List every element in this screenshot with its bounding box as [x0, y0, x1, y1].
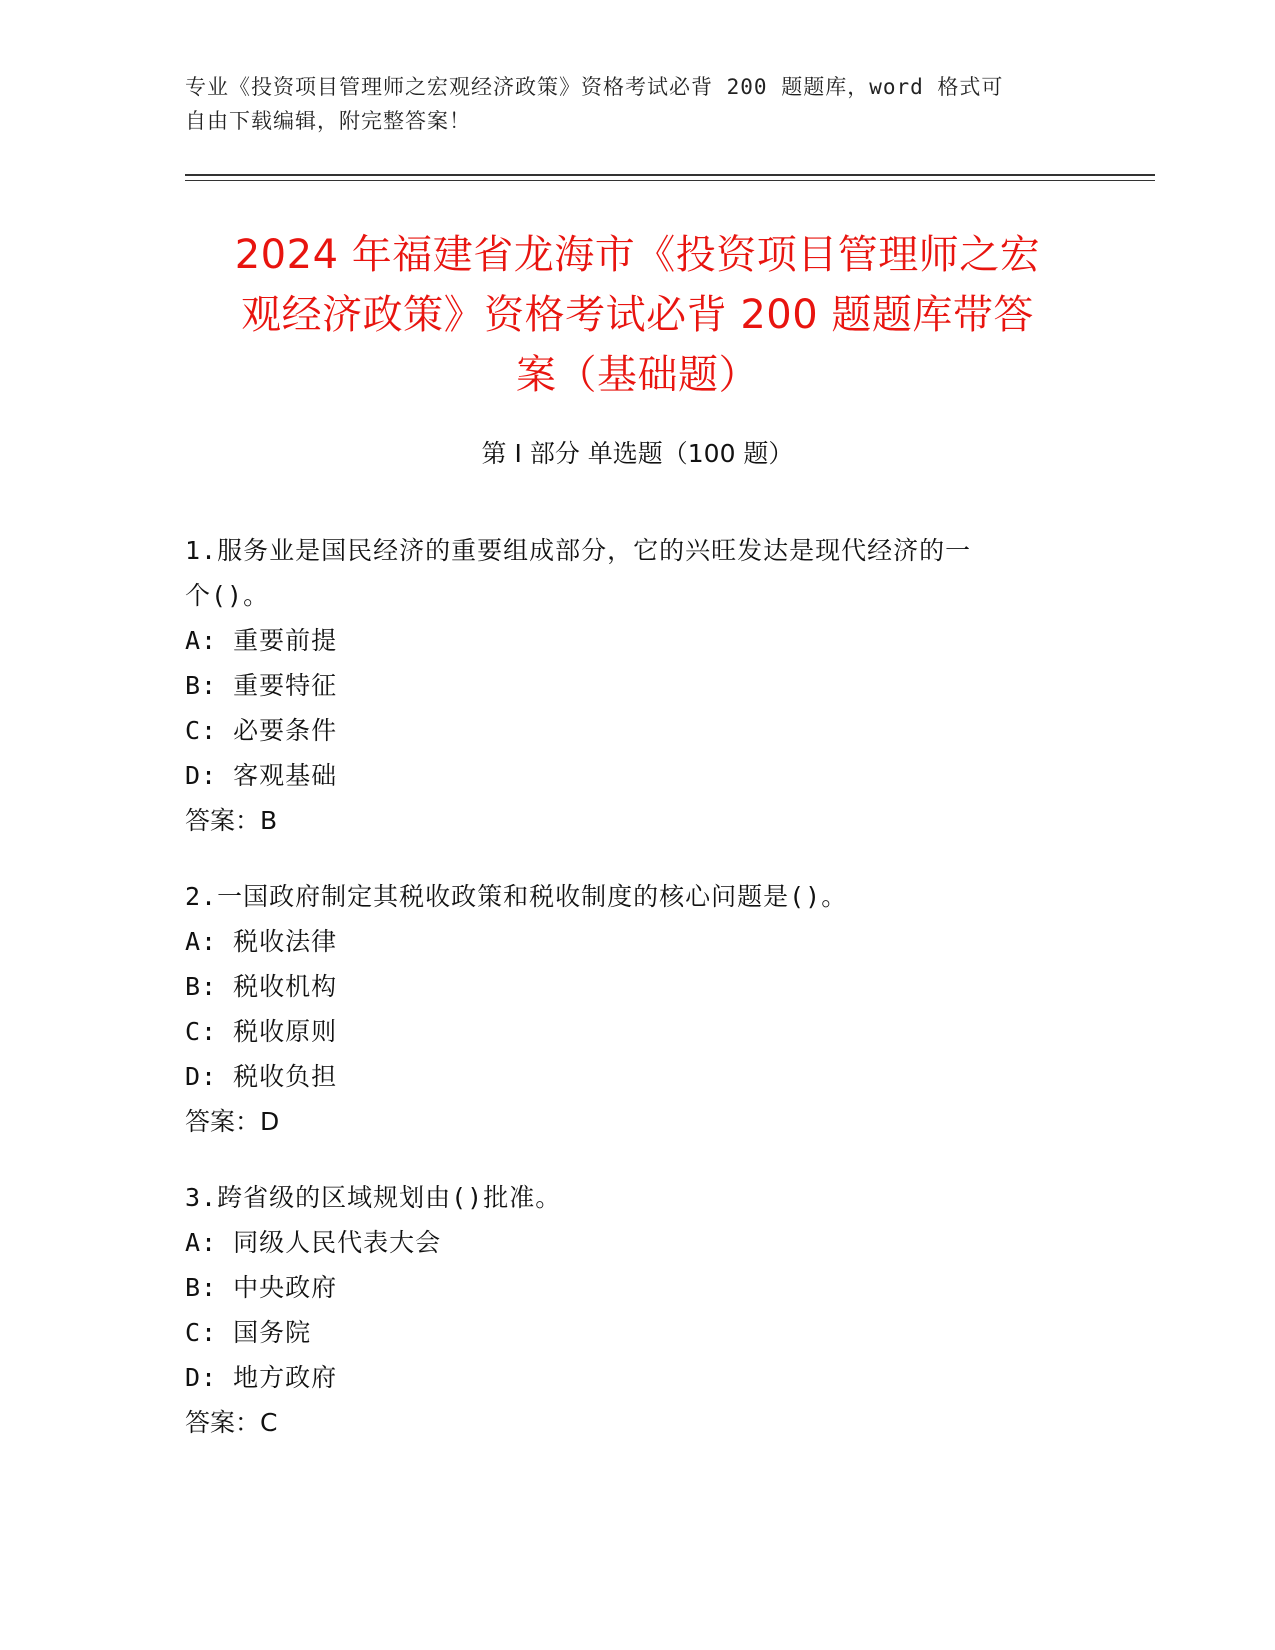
option-c: C: 必要条件 [185, 716, 338, 745]
section-heading: 第 I 部分 单选题（100 题） [481, 439, 794, 468]
question-2 [185, 874, 1085, 1144]
option-d: D: 地方政府 [185, 1363, 338, 1392]
header-note [185, 70, 1085, 138]
question-stem: 3.跨省级的区域规划由()批准。 [185, 1183, 562, 1212]
header-rule-thick [185, 174, 1155, 176]
header-rule-thin [185, 180, 1155, 181]
question-stem: 1.服务业是国民经济的重要组成部分，它的兴旺发达是现代经济的一 [185, 536, 972, 565]
option-d: D: 客观基础 [185, 761, 338, 790]
question-3 [185, 1175, 1085, 1445]
option-a: A: 税收法律 [185, 927, 338, 956]
question-1 [185, 528, 1085, 843]
document-title [180, 225, 1095, 405]
option-a: A: 同级人民代表大会 [185, 1228, 442, 1257]
document-title-line-1: 2024 年福建省龙海市《投资项目管理师之宏 [234, 232, 1041, 278]
answer: 答案：D [185, 1107, 280, 1136]
question-stem-continuation: 个()。 [185, 581, 270, 610]
option-c: C: 国务院 [185, 1318, 312, 1347]
option-b: B: 中央政府 [185, 1273, 338, 1302]
document-title-line-2: 观经济政策》资格考试必背 200 题题库带答 [241, 292, 1034, 338]
header-note-line-2: 自由下载编辑，附完整答案！ [185, 109, 471, 133]
option-c: C: 税收原则 [185, 1017, 338, 1046]
option-b: B: 税收机构 [185, 972, 338, 1001]
option-b: B: 重要特征 [185, 671, 338, 700]
option-d: D: 税收负担 [185, 1062, 338, 1091]
header-note-line-1: 专业《投资项目管理师之宏观经济政策》资格考试必背 200 题题库，word 格式可 [185, 75, 1004, 99]
document-title-line-3: 案（基础题） [516, 352, 759, 398]
answer: 答案：C [185, 1408, 278, 1437]
answer: 答案：B [185, 806, 278, 835]
question-list [185, 528, 1085, 1476]
option-a: A: 重要前提 [185, 626, 338, 655]
question-stem: 2.一国政府制定其税收政策和税收制度的核心问题是()。 [185, 882, 848, 911]
